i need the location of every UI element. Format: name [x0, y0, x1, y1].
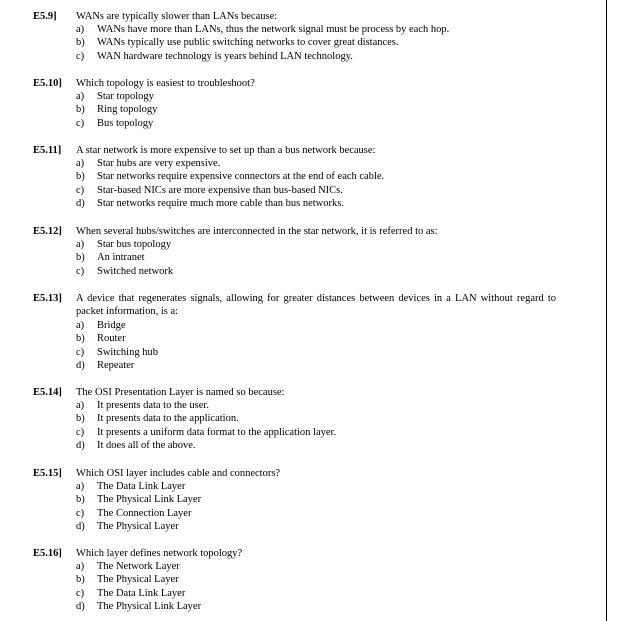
option-text: Star-based NICs are more expensive than bus-based NICs.	[97, 184, 343, 196]
option-letter: b)	[76, 171, 85, 183]
option-text: The Network Layer	[97, 561, 180, 572]
question-number: E5.12]	[33, 226, 62, 237]
option-letter: d)	[76, 601, 85, 613]
question-text: A device that regenerates signals, allowing for greater distances between devices in a LAN without regard to packet information, is a:	[76, 293, 556, 318]
option-text: Switched network	[97, 265, 174, 277]
option-text: Star hubs are very expensive.	[97, 158, 221, 169]
option-letter: a)	[76, 91, 85, 102]
option-letter: b)	[76, 252, 85, 264]
option-text: The Physical Link Layer	[97, 601, 202, 613]
option-text: Ring topology	[97, 104, 158, 116]
option-letter: a)	[76, 24, 85, 35]
option-text: WANs typically use public switching networks to cover great distances.	[97, 37, 399, 49]
right-border-line	[606, 0, 607, 621]
question-text: When several hubs/switches are interconnected in the star network, it is referred to as:	[76, 226, 438, 237]
option-letter: c)	[76, 117, 85, 129]
question-number: E5.15]	[33, 468, 62, 479]
option-letter: a)	[76, 158, 85, 169]
option-text: The Physical Layer	[97, 521, 179, 533]
option-letter: b)	[76, 574, 85, 586]
option-text: Star topology	[97, 91, 154, 102]
option-text: The Physical Link Layer	[97, 494, 202, 506]
option-letter: c)	[76, 426, 85, 438]
option-letter: c)	[76, 50, 85, 62]
option-text: Bridge	[97, 320, 126, 331]
option-text: Repeater	[97, 360, 135, 372]
question-number: E5.9]	[33, 11, 57, 22]
option-text: Bus topology	[97, 117, 154, 129]
question-number: E5.14]	[33, 387, 62, 398]
option-text: Star networks require expensive connectors at the end of each cable.	[97, 171, 385, 183]
question-number: E5.16]	[33, 548, 62, 559]
option-letter: d)	[76, 440, 85, 452]
option-text: WAN hardware technology is years behind LAN technology.	[97, 50, 353, 62]
question-text: Which OSI layer includes cable and connectors?	[76, 468, 281, 479]
option-letter: b)	[76, 413, 85, 425]
question-text: Which topology is easiest to troubleshoot?	[76, 78, 255, 89]
option-letter: a)	[76, 481, 85, 492]
question-number: E5.13]	[33, 293, 62, 304]
option-letter: a)	[76, 561, 85, 572]
option-text: The Data Link Layer	[97, 587, 186, 599]
option-text: An intranet	[97, 252, 145, 264]
option-letter: c)	[76, 184, 85, 196]
option-letter: b)	[76, 494, 85, 506]
question-number: E5.11]	[33, 145, 62, 156]
option-text: It presents a uniform data format to the application layer.	[97, 426, 337, 438]
option-text: Switching hub	[97, 346, 158, 358]
question-number: E5.10]	[33, 78, 62, 89]
option-letter: c)	[76, 587, 85, 599]
option-text: The Connection Layer	[97, 507, 192, 519]
option-text: The Data Link Layer	[97, 481, 186, 492]
option-letter: a)	[76, 239, 85, 250]
option-text: Star networks require much more cable than bus networks.	[97, 198, 344, 210]
option-text: It presents data to the user.	[97, 400, 209, 411]
option-text: It presents data to the application.	[97, 413, 239, 425]
option-text: WANs have more than LANs, thus the network signal must be process by each hop.	[97, 24, 450, 35]
question-text: A star network is more expensive to set up than a bus network because:	[76, 145, 376, 156]
option-letter: b)	[76, 37, 85, 49]
option-letter: c)	[76, 346, 85, 358]
option-text: It does all of the above.	[97, 440, 196, 452]
option-letter: a)	[76, 320, 85, 331]
option-letter: c)	[76, 507, 85, 519]
option-text: The Physical Layer	[97, 574, 179, 586]
option-letter: b)	[76, 333, 85, 345]
option-letter: d)	[76, 521, 85, 533]
option-letter: a)	[76, 400, 85, 411]
option-letter: b)	[76, 104, 85, 116]
option-text: Star bus topology	[97, 239, 172, 250]
question-text: WANs are typically slower than LANs because:	[76, 11, 278, 22]
question-text: Which layer defines network topology?	[76, 548, 243, 559]
question-text: The OSI Presentation Layer is named so because:	[76, 387, 285, 398]
option-letter: d)	[76, 360, 85, 372]
option-text: Router	[97, 333, 126, 345]
option-letter: d)	[76, 198, 85, 210]
option-letter: c)	[76, 265, 85, 277]
